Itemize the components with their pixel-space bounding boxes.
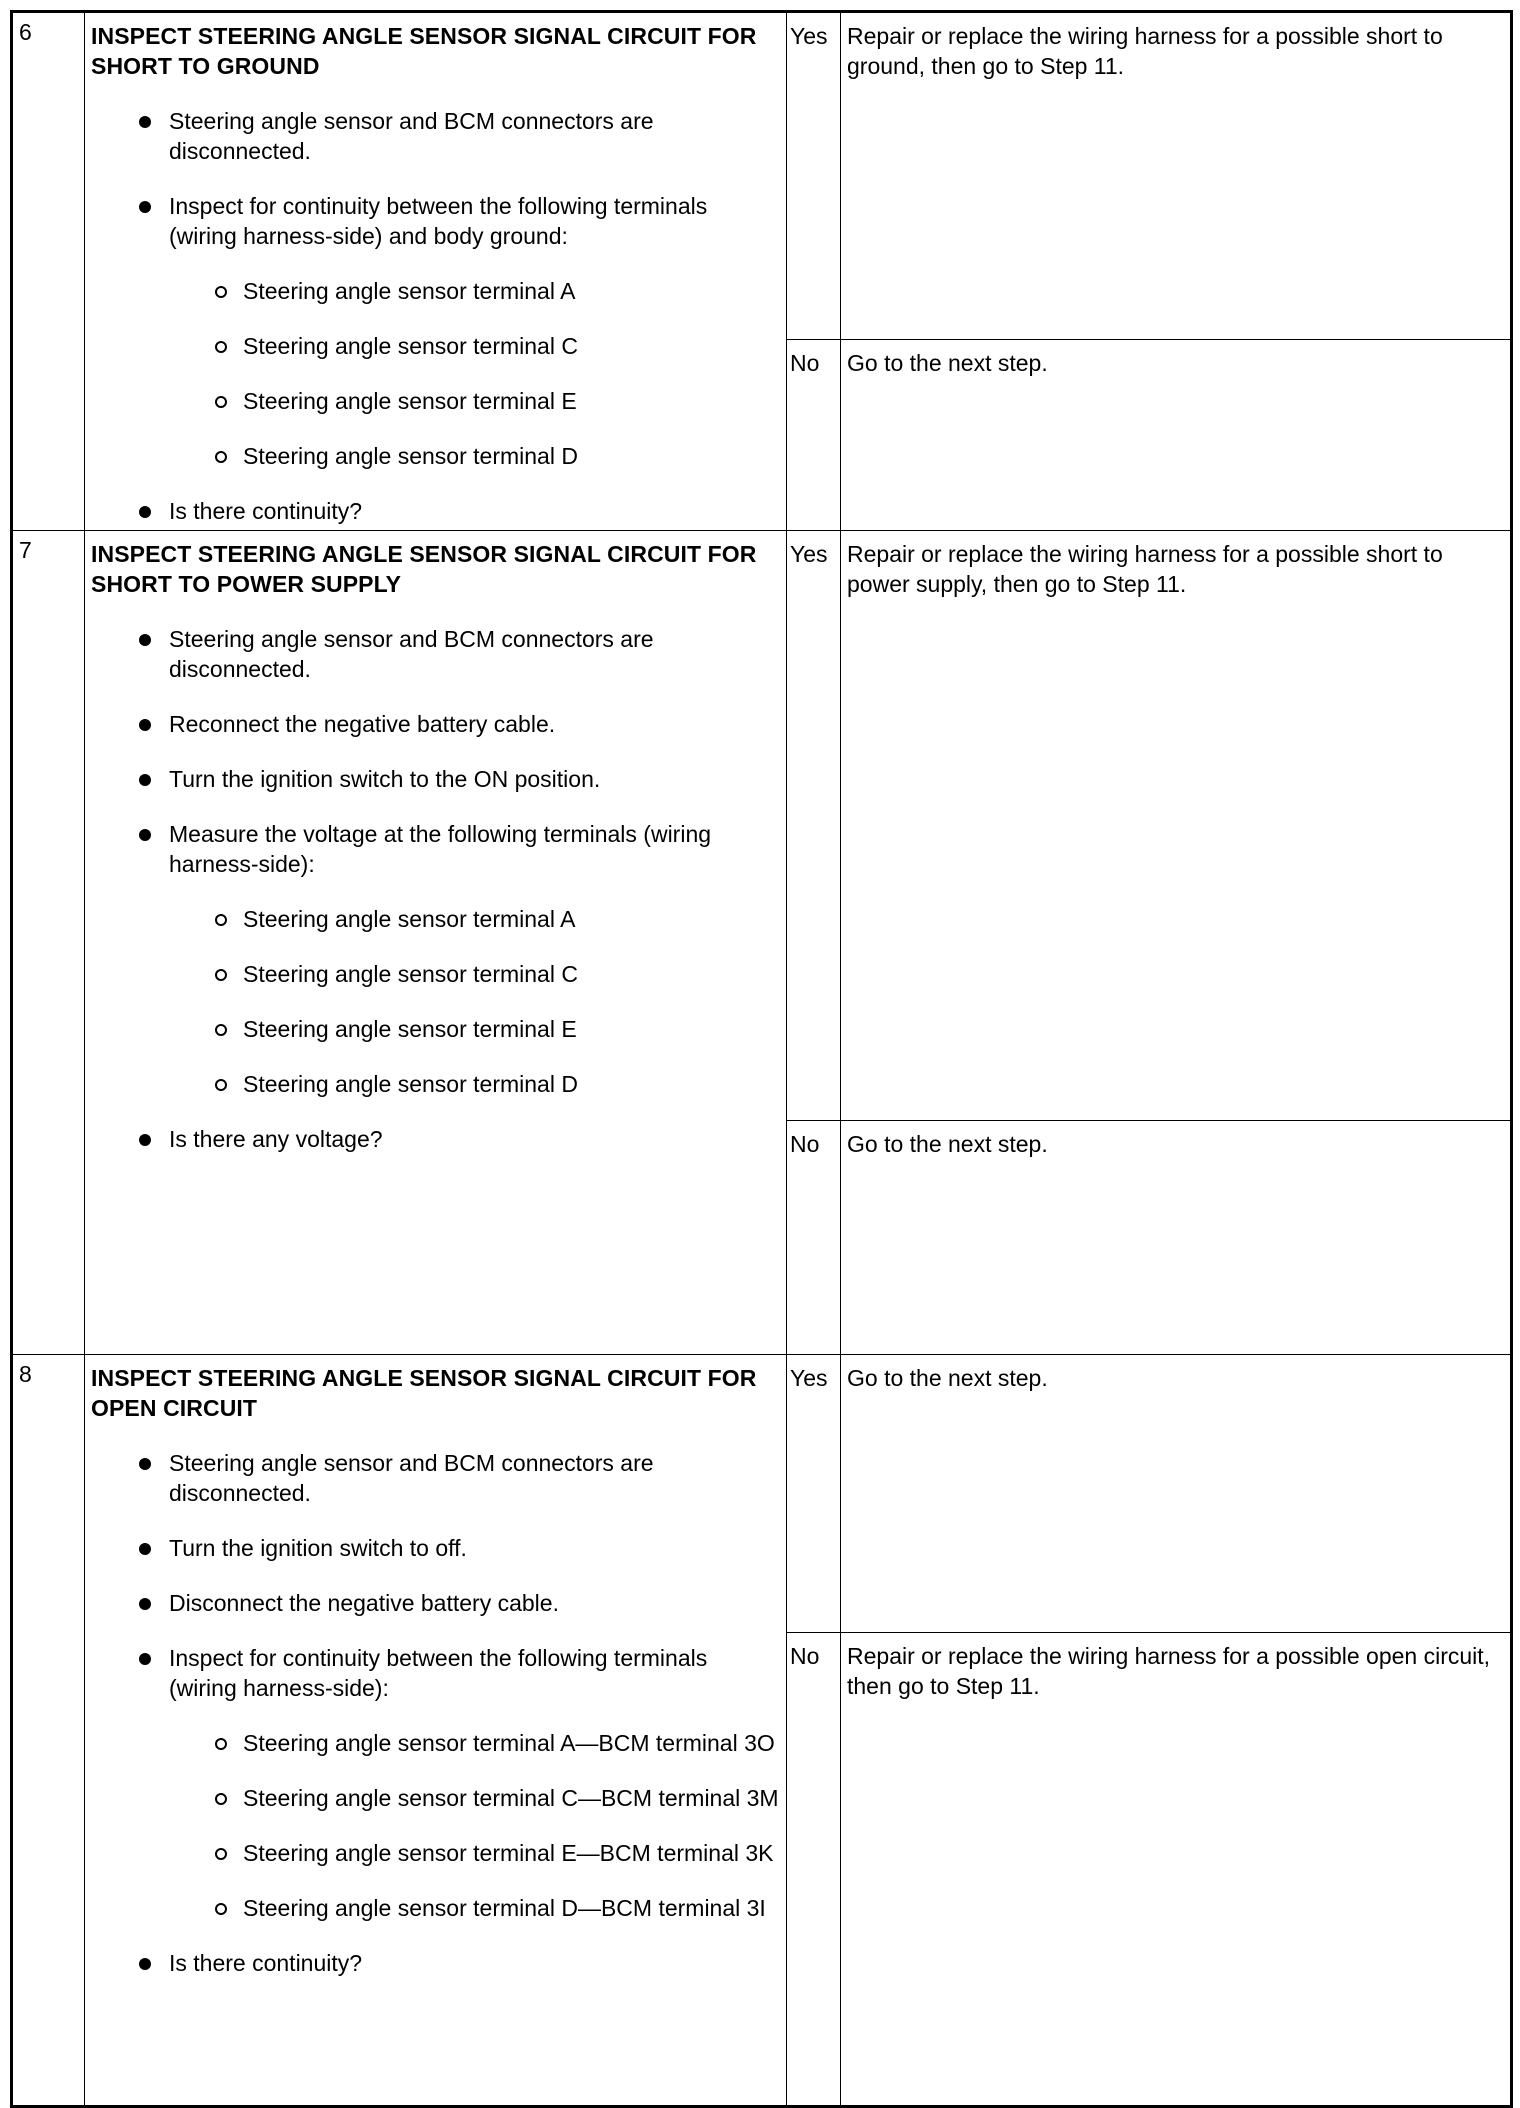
- item-text: Steering angle sensor terminal A: [243, 906, 576, 932]
- outcome-action: Repair or replace the wiring harness for a possible open circuit, then go to Step 11.: [841, 1633, 1512, 2107]
- item-text: Steering angle sensor terminal A: [243, 278, 576, 304]
- bullet-circle-icon: [215, 451, 227, 463]
- item-text: Steering angle sensor and BCM connectors are disconnected.: [169, 108, 654, 164]
- sub-list-item: [91, 441, 780, 471]
- sub-list-item: [91, 331, 780, 361]
- bullet-dot-icon: [139, 201, 151, 213]
- outcome-action: Go to the next step.: [841, 339, 1512, 530]
- result-label: Yes: [787, 531, 841, 1121]
- result-label: No: [787, 1121, 841, 1355]
- bullet-dot-icon: [139, 1134, 151, 1146]
- bullet-circle-icon: [215, 1738, 227, 1750]
- list-item: [91, 819, 780, 879]
- outcome-action: Repair or replace the wiring harness for a possible short to ground, then go to Step 11.: [841, 12, 1512, 340]
- bullet-circle-icon: [215, 396, 227, 408]
- step-item-list: [91, 106, 780, 526]
- bullet-circle-icon: [215, 1848, 227, 1860]
- bullet-dot-icon: [139, 774, 151, 786]
- diagnostic-procedure-table: [10, 10, 1513, 2108]
- item-text: Measure the voltage at the following terminals (wiring harness-side):: [169, 821, 712, 877]
- bullet-dot-icon: [139, 116, 151, 128]
- bullet-dot-icon: [139, 1653, 151, 1665]
- item-text: Is there any voltage?: [169, 1126, 383, 1152]
- bullet-circle-icon: [215, 1793, 227, 1805]
- item-text: Steering angle sensor terminal D—BCM terminal 3I: [243, 1895, 766, 1921]
- sub-list-item: [91, 276, 780, 306]
- sub-list-item: [91, 959, 780, 989]
- list-item: [91, 1588, 780, 1618]
- result-label: No: [787, 339, 841, 530]
- diagnostic-procedure-body: [12, 12, 1512, 2107]
- outcome-action: Go to the next step.: [841, 1121, 1512, 1355]
- list-item: [91, 624, 780, 684]
- list-item: [91, 709, 780, 739]
- bullet-circle-icon: [215, 1024, 227, 1036]
- bullet-dot-icon: [139, 634, 151, 646]
- step-action-cell: [85, 531, 787, 1355]
- list-item: [91, 1643, 780, 1703]
- result-label: Yes: [787, 12, 841, 340]
- item-text: Turn the ignition switch to the ON position.: [169, 766, 601, 792]
- item-text: Disconnect the negative battery cable.: [169, 1590, 559, 1616]
- bullet-dot-icon: [139, 1543, 151, 1555]
- bullet-dot-icon: [139, 1958, 151, 1970]
- item-text: Steering angle sensor terminal C: [243, 333, 578, 359]
- list-item: [91, 1533, 780, 1563]
- list-item: [91, 1124, 780, 1154]
- item-text: Inspect for continuity between the following terminals (wiring harness-side) and body ground:: [169, 193, 708, 249]
- list-item: [91, 1448, 780, 1508]
- item-text: Steering angle sensor and BCM connectors are disconnected.: [169, 1450, 654, 1506]
- item-text: Is there continuity?: [169, 498, 363, 524]
- bullet-dot-icon: [139, 719, 151, 731]
- item-text: Steering angle sensor terminal E—BCM terminal 3K: [243, 1840, 774, 1866]
- item-text: Turn the ignition switch to off.: [169, 1535, 467, 1561]
- step-title: INSPECT STEERING ANGLE SENSOR SIGNAL CIRCUIT FOR SHORT TO POWER SUPPLY: [91, 541, 757, 597]
- bullet-dot-icon: [139, 829, 151, 841]
- bullet-dot-icon: [139, 1598, 151, 1610]
- item-text: Steering angle sensor terminal D: [243, 1071, 578, 1097]
- sub-list-item: [91, 1014, 780, 1044]
- outcome-action: Go to the next step.: [841, 1355, 1512, 1633]
- item-text: Inspect for continuity between the following terminals (wiring harness-side):: [169, 1645, 708, 1701]
- result-label: No: [787, 1633, 841, 2107]
- bullet-circle-icon: [215, 286, 227, 298]
- step-action-cell: [85, 12, 787, 531]
- step-item-list: [91, 1448, 780, 1978]
- step-row: [12, 1355, 1512, 1633]
- list-item: [91, 496, 780, 526]
- sub-list-item: [91, 1069, 780, 1099]
- item-text: Is there continuity?: [169, 1950, 363, 1976]
- item-text: Steering angle sensor terminal A—BCM terminal 3O: [243, 1730, 775, 1756]
- item-text: Steering angle sensor terminal D: [243, 443, 578, 469]
- bullet-circle-icon: [215, 969, 227, 981]
- step-title: INSPECT STEERING ANGLE SENSOR SIGNAL CIRCUIT FOR SHORT TO GROUND: [91, 23, 757, 79]
- sub-list-item: [91, 1838, 780, 1868]
- bullet-dot-icon: [139, 1458, 151, 1470]
- list-item: [91, 1948, 780, 1978]
- item-text: Steering angle sensor and BCM connectors are disconnected.: [169, 626, 654, 682]
- bullet-circle-icon: [215, 1079, 227, 1091]
- list-item: [91, 764, 780, 794]
- sub-list-item: [91, 386, 780, 416]
- sub-list-item: [91, 1728, 780, 1758]
- step-number: 7: [12, 531, 85, 1355]
- list-item: [91, 191, 780, 251]
- step-row: [12, 12, 1512, 340]
- item-text: Steering angle sensor terminal E: [243, 1016, 577, 1042]
- step-row: [12, 531, 1512, 1121]
- step-title: INSPECT STEERING ANGLE SENSOR SIGNAL CIRCUIT FOR OPEN CIRCUIT: [91, 1365, 757, 1421]
- outcome-action: Repair or replace the wiring harness for a possible short to power supply, then go to Step 11.: [841, 531, 1512, 1121]
- list-item: [91, 106, 780, 166]
- result-label: Yes: [787, 1355, 841, 1633]
- item-text: Steering angle sensor terminal C: [243, 961, 578, 987]
- step-number: 8: [12, 1355, 85, 2107]
- bullet-circle-icon: [215, 914, 227, 926]
- step-item-list: [91, 624, 780, 1154]
- item-text: Steering angle sensor terminal E: [243, 388, 577, 414]
- step-action-cell: [85, 1355, 787, 2107]
- bullet-circle-icon: [215, 1903, 227, 1915]
- sub-list-item: [91, 1783, 780, 1813]
- step-number: 6: [12, 12, 85, 531]
- bullet-circle-icon: [215, 341, 227, 353]
- bullet-dot-icon: [139, 506, 151, 518]
- sub-list-item: [91, 1893, 780, 1923]
- item-text: Reconnect the negative battery cable.: [169, 711, 556, 737]
- item-text: Steering angle sensor terminal C—BCM terminal 3M: [243, 1785, 779, 1811]
- sub-list-item: [91, 904, 780, 934]
